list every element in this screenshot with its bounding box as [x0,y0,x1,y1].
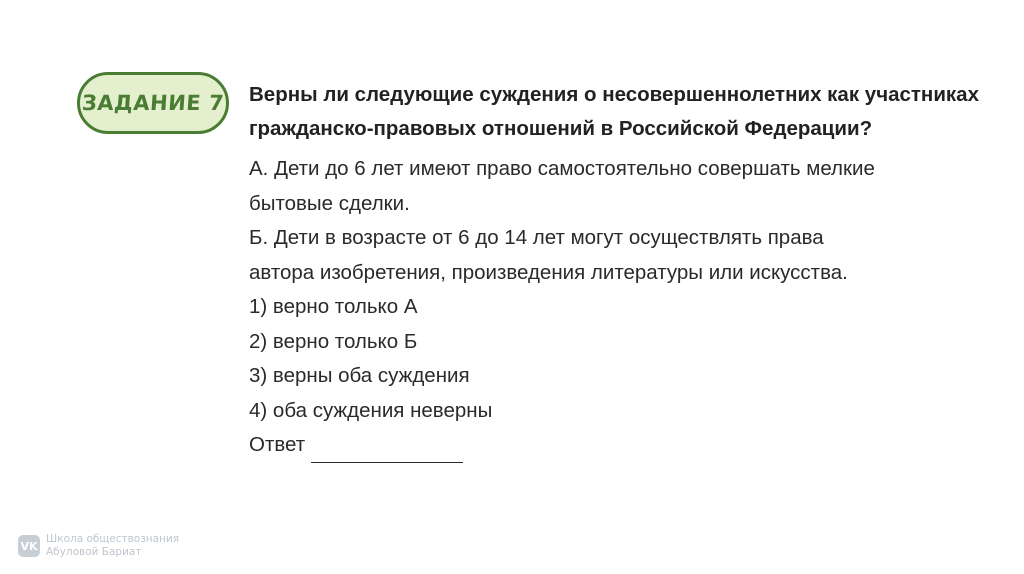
answer-blank-line [311,436,463,463]
option-3: 3) верны оба суждения [249,364,470,387]
watermark-line-1: Школа обществознания [46,533,180,545]
watermark [18,533,179,559]
answer-row [249,428,989,463]
watermark-text [46,533,179,559]
question-text: Верны ли следующие суждения о несовершеннолетних как участниках гражданско-правовых отношений в Российской Федерации? [249,83,979,140]
statement-b-line-2: автора изобретения, произведения литературы или искусства. [249,260,848,284]
statement-a-line-1: А. Дети до 6 лет имеют право самостоятельно совершать мелкие [249,157,875,180]
option-2: 2) верно только Б [249,329,418,353]
task-badge-label: ЗАДАНИЕ 7 [81,91,225,115]
answer-label: Ответ [249,433,306,456]
watermark-line-2: Абуловой Бариат [46,546,142,558]
statement-a-line-2: бытовые сделки. [249,191,410,215]
statement-b-line-1: Б. Дети в возрасте от 6 до 14 лет могут осуществлять права [249,226,824,249]
option-4: 4) оба суждения неверны [249,398,493,422]
vk-icon: VK [18,535,40,557]
task-badge [77,72,229,134]
option-1: 1) верно только А [249,295,418,318]
task-content [249,78,989,463]
